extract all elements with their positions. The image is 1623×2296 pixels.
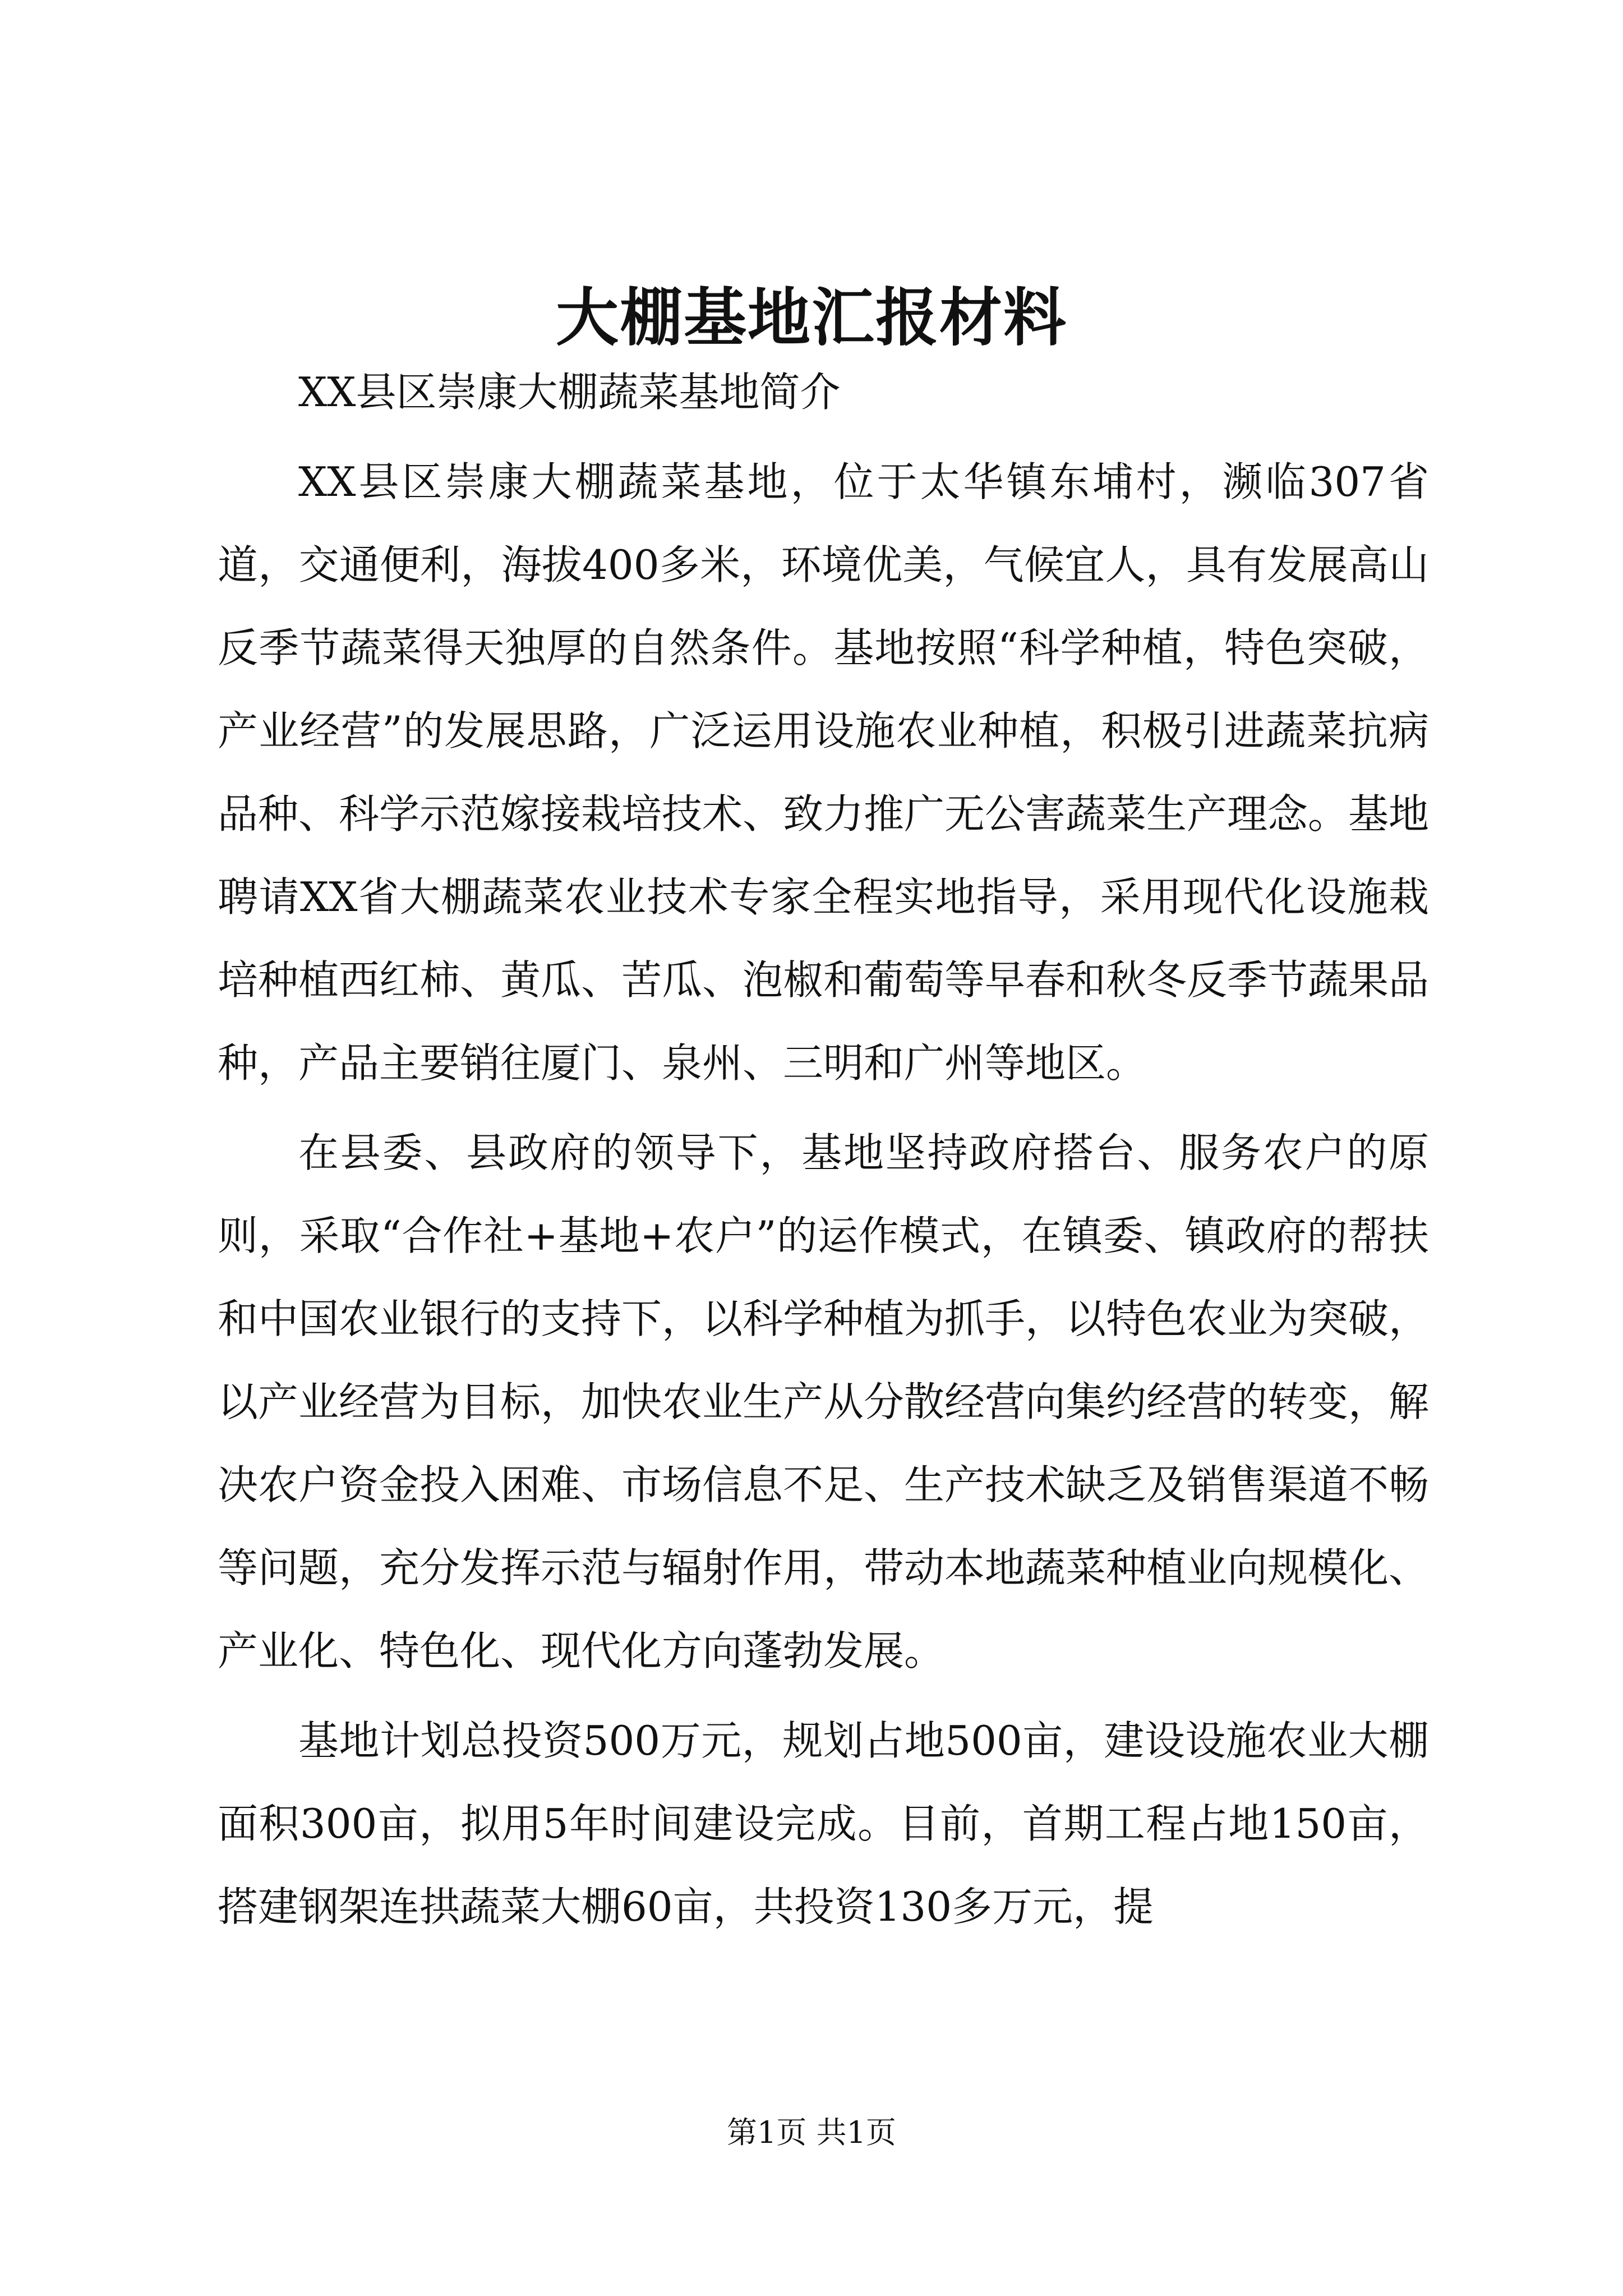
page-footer: 第1页 共1页 [727, 2115, 896, 2150]
paragraph-3: 基地计划总投资500万元，规划占地500亩，建设设施农业大棚面积300亩，拟用5年时间建设完成。目前，首期工程占地150亩，搭建钢架连拱蔬菜大棚60亩，共投资130多万元，提 [218, 1717, 1429, 1930]
paragraph-1: XX县区崇康大棚蔬菜基地，位于太华镇东埔村，濒临307省道，交通便利，海拔400多米，环境优美，气候宜人，具有发展高山反季节蔬菜得天独厚的自然条件。基地按照“科学种植，特色突破，产业经营”的发展思路，广泛运用设施农业种植，积极引进蔬菜抗病品种、科学示范嫁接栽培技术、致力推广无公害蔬菜生产理念。基地聘请XX省大棚蔬菜农业技术专家全程实地指导，采用现代化设施栽培种植西红柿、黄瓜、苦瓜、泡椒和葡萄等早春和秋冬反季节蔬果品种，产品主要销往厦门、泉州、三明和广州等地区。 [218, 458, 1430, 1087]
document-body [218, 351, 1429, 1955]
paragraph-2: 在县委、县政府的领导下，基地坚持政府搭台、服务农户的原则，采取“合作社+基地+农户”的运作模式，在镇委、镇政府的帮扶和中国农业银行的支持下，以科学种植为抓手，以特色农业为突破，以产业经营为目标，加快农业生产从分散经营向集约经营的转变，解决农户资金投入困难、市场信息不足、生产技术缺乏及销售渠道不畅等问题，充分发挥示范与辐射作用，带动本地蔬菜种植业向规模化、产业化、特色化、现代化方向蓬勃发展。 [218, 1129, 1430, 1674]
document-title: 大棚基地汇报材料 [556, 282, 1067, 355]
document-subtitle: XX县区崇康大棚蔬菜基地简介 [298, 369, 841, 416]
